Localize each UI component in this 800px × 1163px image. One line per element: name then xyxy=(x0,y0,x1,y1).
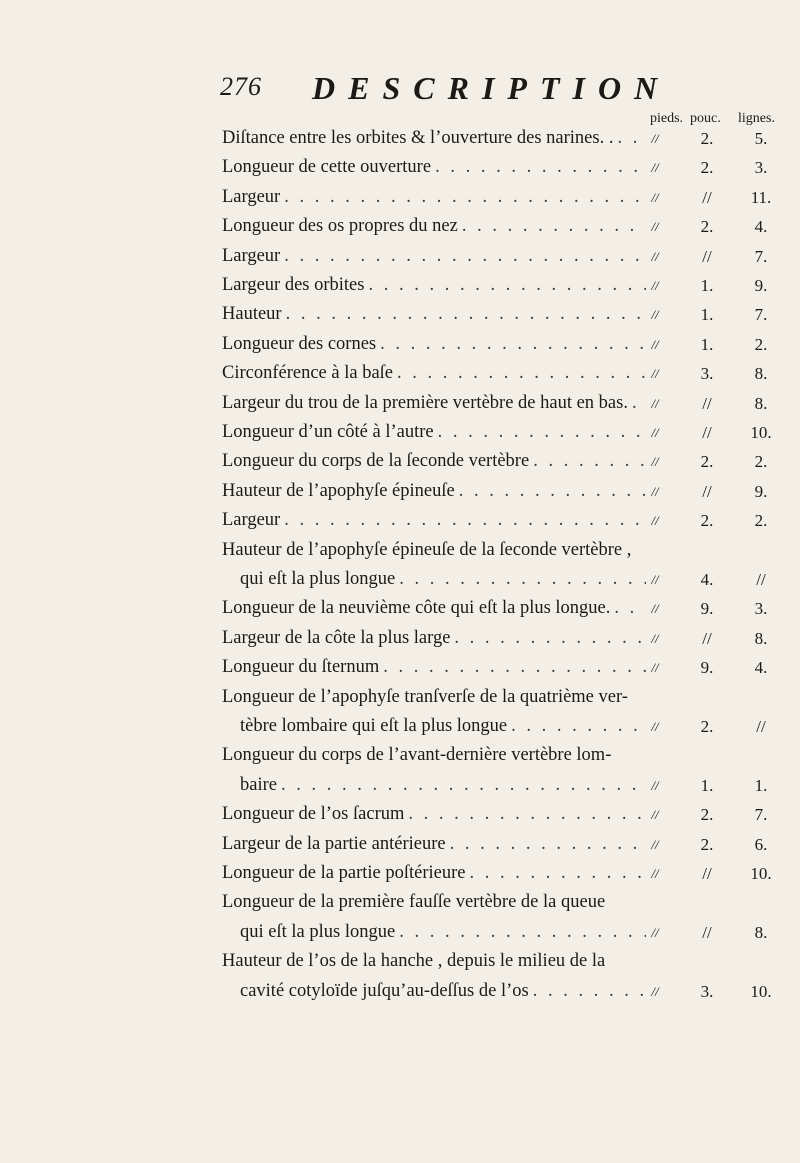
row-label-first-line: Longueur de l’apophyſe tranſverſe de la quatrième ver- xyxy=(222,686,628,707)
value-lignes: // xyxy=(756,716,766,736)
row-label-first-line: Hauteur de l’apophyſe épineuſe de la ſeconde vertèbre , xyxy=(222,539,632,560)
row-label-text: Largeur xyxy=(222,510,281,531)
value-pieds: // xyxy=(651,630,659,646)
row-label-text: Longueur du ſternum xyxy=(222,657,380,678)
column-header-lignes: lignes. xyxy=(738,111,775,126)
row-label xyxy=(222,389,646,417)
row-label-text: Hauteur de l’apophyſe épineuſe xyxy=(222,480,455,501)
value-lignes: 10. xyxy=(750,981,772,1001)
row-label xyxy=(240,918,646,946)
page-number: 276 xyxy=(220,72,262,101)
value-pieds: // xyxy=(651,366,659,382)
value-lignes: 7. xyxy=(754,246,768,266)
value-pouces: // xyxy=(702,481,712,501)
running-title: DESCRIPTION xyxy=(312,70,671,106)
leader-dots xyxy=(454,624,646,652)
leader-dots xyxy=(397,359,646,387)
value-pieds: // xyxy=(651,513,659,529)
value-lignes: 2. xyxy=(754,452,768,472)
row-label-text: Largeur des orbites xyxy=(222,275,365,295)
value-pieds: // xyxy=(651,571,659,587)
column-header-pouces: pouc. xyxy=(690,111,721,126)
row-label xyxy=(222,594,646,622)
leader-dots xyxy=(408,800,646,828)
value-pouces: 2. xyxy=(700,805,714,825)
value-pieds: // xyxy=(651,777,659,793)
value-lignes: 8. xyxy=(754,922,768,942)
value-pouces: 2. xyxy=(700,716,714,736)
value-pouces: 2. xyxy=(700,158,714,178)
row-label-text: Largeur de la côte la plus large xyxy=(222,627,451,648)
value-lignes: 9. xyxy=(754,481,768,501)
row-label xyxy=(222,183,646,211)
leader-dots xyxy=(284,242,646,270)
leader-dots xyxy=(399,918,646,946)
row-label xyxy=(222,124,646,152)
value-pieds: // xyxy=(651,189,659,205)
row-label xyxy=(240,977,646,1005)
row-label-text: qui eſt la plus longue xyxy=(240,921,396,942)
leader-dots xyxy=(533,447,646,475)
column-header-pieds: pieds. xyxy=(650,111,684,126)
value-pieds: // xyxy=(651,601,659,617)
value-pieds: // xyxy=(651,454,659,470)
row-label-first-line: Longueur de la première fauſſe vertèbre de la queue xyxy=(222,892,606,913)
value-pieds: // xyxy=(651,425,659,440)
value-pieds: // xyxy=(651,924,659,940)
value-pieds: // xyxy=(651,336,659,352)
row-label xyxy=(222,447,646,475)
value-pouces: // xyxy=(702,187,712,207)
row-label-text: Longueur de cette ouverture xyxy=(222,157,432,178)
row-label xyxy=(222,800,646,828)
row-label-text: Longueur de l’os ſacrum xyxy=(222,804,405,825)
row-label xyxy=(222,506,646,534)
value-lignes: 8. xyxy=(754,393,768,413)
leader-dots xyxy=(462,212,646,240)
value-pouces: 4. xyxy=(700,569,714,589)
row-label xyxy=(222,359,646,387)
row-label xyxy=(222,242,646,270)
leader-dots xyxy=(459,477,646,505)
value-lignes: 7. xyxy=(754,805,768,825)
value-pouces: // xyxy=(702,864,712,883)
value-pieds: // xyxy=(651,660,659,676)
row-label xyxy=(222,653,646,681)
value-lignes: 2. xyxy=(754,511,768,531)
row-label xyxy=(240,565,646,593)
value-pieds: // xyxy=(651,866,659,881)
value-pouces: 1. xyxy=(700,276,714,295)
value-lignes: 7. xyxy=(754,305,768,325)
value-lignes: 4. xyxy=(754,658,768,678)
leader-dots xyxy=(368,271,646,299)
row-label xyxy=(222,271,646,299)
row-label-text: Longueur des cornes xyxy=(222,333,377,354)
value-lignes: 4. xyxy=(754,217,768,237)
value-pouces: 1. xyxy=(700,305,714,325)
value-pieds: // xyxy=(651,983,659,999)
leader-dots xyxy=(380,330,646,358)
value-lignes: 11. xyxy=(750,187,772,207)
row-label-text: baire xyxy=(240,774,277,795)
value-pieds: // xyxy=(651,219,659,235)
row-label-text: Hauteur xyxy=(222,304,282,325)
leader-dots xyxy=(533,977,646,1005)
value-lignes: 1. xyxy=(754,775,768,795)
value-pieds: // xyxy=(651,718,659,734)
leader-dots xyxy=(383,653,646,681)
row-label xyxy=(240,771,646,799)
value-lignes: 2. xyxy=(754,334,768,354)
row-label-first-line: Hauteur de l’os de la hanche , depuis le milieu de la xyxy=(222,951,606,972)
value-pouces: // xyxy=(702,922,712,942)
value-lignes: 8. xyxy=(754,628,768,648)
value-pieds: // xyxy=(651,307,659,323)
row-label xyxy=(222,330,646,358)
value-lignes: 9. xyxy=(754,276,768,295)
value-pouces: // xyxy=(702,246,712,266)
leader-dots xyxy=(511,712,646,740)
row-label xyxy=(222,300,646,328)
value-pouces: 3. xyxy=(700,981,714,1001)
value-pouces: // xyxy=(702,423,712,442)
value-pouces: 3. xyxy=(700,364,714,384)
row-label-text: Longueur du corps de la ſeconde vertèbre xyxy=(222,451,530,472)
leader-dots xyxy=(435,153,646,181)
row-label xyxy=(222,477,646,505)
value-lignes: 10. xyxy=(750,423,772,442)
value-pouces: 2. xyxy=(700,217,714,237)
row-label xyxy=(222,153,646,181)
leader-dots xyxy=(286,300,646,328)
value-pieds: // xyxy=(651,836,659,852)
row-label-text: Longueur d’un côté à l’autre xyxy=(222,422,434,442)
value-pouces: // xyxy=(702,393,712,413)
leader-dots xyxy=(284,183,646,211)
row-label-text: Circonférence à la baſe xyxy=(222,363,394,384)
value-lignes: 5. xyxy=(754,129,768,148)
row-label xyxy=(222,212,646,240)
value-pouces: // xyxy=(702,628,712,648)
row-label xyxy=(222,624,646,652)
value-lignes: 3. xyxy=(754,599,768,619)
value-pouces: 2. xyxy=(700,834,714,854)
value-pouces: 2. xyxy=(700,511,714,531)
value-pieds: // xyxy=(651,160,659,176)
leader-dots xyxy=(284,506,646,534)
row-label-text: Largeur du trou de la première vertèbre de haut en bas. xyxy=(222,392,628,413)
value-pieds: // xyxy=(651,483,659,499)
value-pieds: // xyxy=(651,131,659,146)
value-pieds: // xyxy=(651,807,659,823)
row-label-text: Diſtance entre les orbites & l’ouverture des narines. . xyxy=(222,128,614,148)
row-label xyxy=(240,712,646,740)
row-label-first-line: Longueur du corps de l’avant-dernière vertèbre lom- xyxy=(222,745,612,766)
row-label-text: cavité cotyloïde juſqu’au-deſſus de l’os xyxy=(240,980,529,1001)
value-pouces: 1. xyxy=(700,775,714,795)
row-label xyxy=(222,830,646,858)
leader-dots xyxy=(469,859,646,887)
value-pieds: // xyxy=(651,248,659,264)
value-pouces: 2. xyxy=(700,452,714,472)
value-pieds: // xyxy=(651,395,659,411)
value-lignes: 10. xyxy=(750,864,772,883)
value-pouces: 9. xyxy=(700,658,714,678)
row-label-text: tèbre lombaire qui eſt la plus longue xyxy=(240,715,508,736)
row-label xyxy=(222,859,646,887)
value-pouces: 9. xyxy=(700,599,714,619)
row-label xyxy=(222,418,646,446)
leader-dots xyxy=(399,565,646,593)
value-pouces: 1. xyxy=(700,334,714,354)
row-label-text: Longueur de la partie poſtérieure xyxy=(222,863,466,883)
leader-dots xyxy=(438,418,646,446)
row-label-text: Largeur xyxy=(222,186,281,207)
value-lignes: 8. xyxy=(754,364,768,384)
row-label-text: Largeur xyxy=(222,245,281,266)
row-label-text: Longueur des os propres du nez xyxy=(222,216,458,237)
value-lignes: 3. xyxy=(754,158,768,178)
leader-dots xyxy=(281,771,646,799)
value-lignes: 6. xyxy=(754,834,768,854)
value-pieds: // xyxy=(651,278,659,293)
row-label-text: Largeur de la partie antérieure xyxy=(222,833,446,854)
value-lignes: // xyxy=(756,569,766,589)
value-pouces: 2. xyxy=(700,129,714,148)
row-label-text: Longueur de la neuvième côte qui eſt la plus longue. xyxy=(222,598,611,619)
leader-dots xyxy=(450,830,646,858)
row-label-text: qui eſt la plus longue xyxy=(240,568,396,589)
